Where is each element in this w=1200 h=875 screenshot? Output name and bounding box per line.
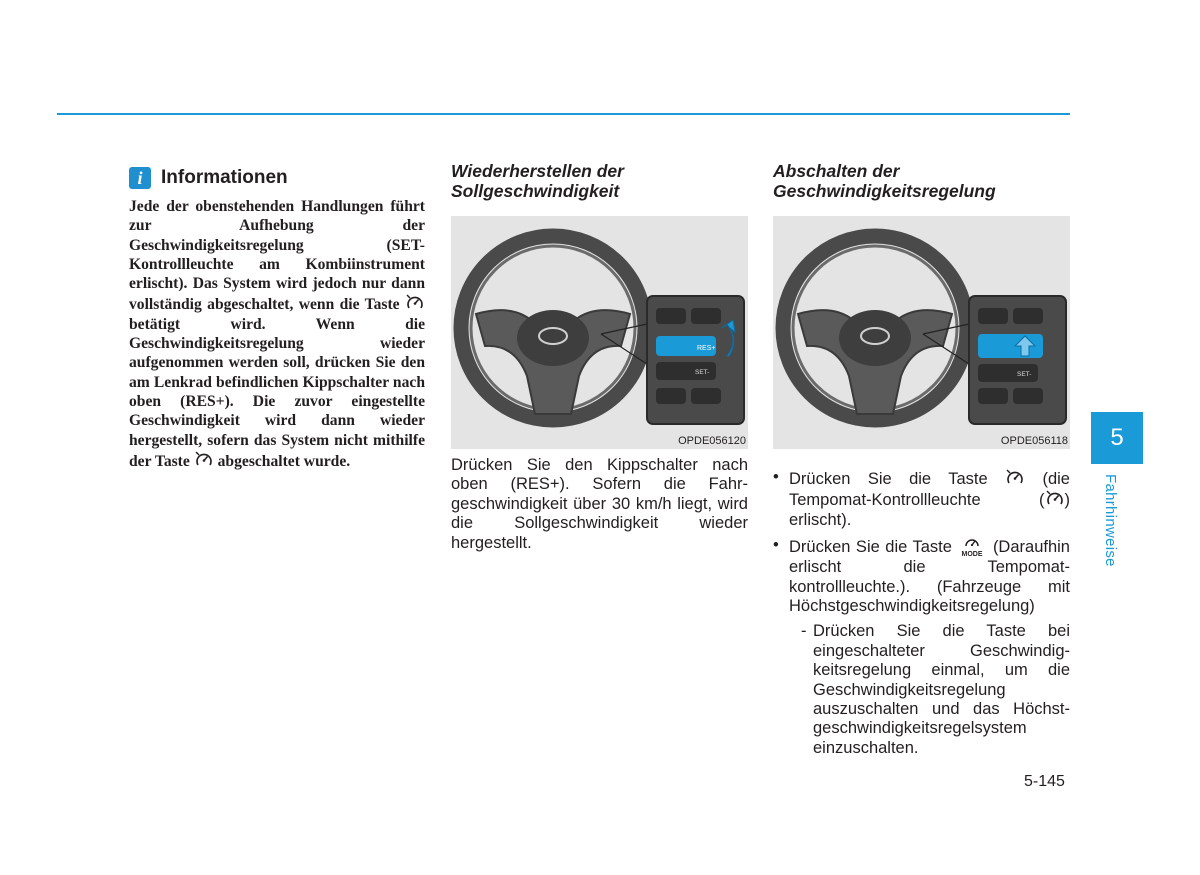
info-box (129, 166, 425, 471)
res-switch-label: RES+ (697, 345, 716, 352)
chapter-label: Fahrhinweise (1102, 474, 1119, 567)
cruise-control-icon (405, 293, 425, 313)
section-off (773, 162, 1070, 764)
steering-wheel-figure (451, 216, 748, 449)
section-title: Wiederherstellen der Sollgeschwindigkeit (451, 161, 624, 201)
info-text-part3: abgeschaltet wurde. (217, 452, 351, 470)
cruise-control-icon (1005, 468, 1025, 488)
info-text (129, 197, 425, 471)
page-number: 5-145 (1024, 773, 1065, 790)
off-bullet-list (773, 468, 1070, 758)
cruise-indicator-icon (1045, 489, 1065, 509)
figure-code: OPDE056120 (678, 435, 746, 447)
mode-label: MODE (961, 551, 983, 559)
set-switch-label: SET- (695, 369, 710, 376)
list-item: • Drücken Sie die Taste (die Tempomat-Kontrollleuchte ( ) erlischt). (773, 468, 1070, 529)
steering-wheel-illustration (451, 216, 748, 449)
info-title: Informationen (161, 167, 288, 188)
info-text-part2: betätigt wird. Wenn die Geschwindigkeitsregelung wieder aufgenommen werden soll, drücken Sie den am Lenkrad befindlichen Kippschalter nach oben (RES+). Die zuvor eingestellte Geschwindigkeit wird dann wieder hergestellt, sofern das System nicht mithilfe der Taste (129, 315, 425, 470)
cruise-control-icon (194, 450, 214, 470)
section-title: Abschalten der Geschwindigkeitsregelung (773, 161, 996, 201)
info-icon: i (129, 167, 151, 189)
resume-body-text: Drücken Sie den Kippschalter nach oben (RES+). Sofern die Fahr-geschwindigkeit über 30 km/h liegt, wird die Sollgeschwindigkeit wieder hergestellt. (451, 456, 748, 552)
steering-wheel-illustration (773, 216, 1070, 449)
header-rule (57, 113, 1070, 115)
chapter-tab: 5 (1091, 412, 1143, 464)
info-header (129, 166, 425, 190)
steering-wheel-figure (773, 216, 1070, 449)
section-resume (451, 162, 748, 553)
mode-button-icon (957, 536, 987, 558)
list-item: • Drücken Sie die Taste MODE (Daraufhin erlischt die Tempomat-kontrollleuchte.). (Fahrzeuge mit Höchstgeschwindigkeitsregelung) - Drücken Sie die Taste bei eingeschalteter Geschwindig-keitsregelung einmal, um die Geschwindigkeitsregelung auszuschalten und das Höchst-geschwindigkeitsregelsystem einzuschalten. (773, 536, 1070, 757)
sub-list-item: - Drücken Sie die Taste bei eingeschalteter Geschwindig-keitsregelung einmal, um die Geschwindigkeitsregelung auszuschalten und das Höchst-geschwindigkeitsregelsystem einzuschalten. (801, 622, 1070, 757)
set-switch-label: SET- (1017, 371, 1032, 378)
figure-code: OPDE056118 (1000, 435, 1068, 447)
info-text-part1: Jede der obenstehenden Handlungen führt zur Aufhebung der Geschwindigkeitsregelung (SET-Kontrollleuchte am Kombiinstrument erlischt). Das System wird jedoch nur dann vollständig abgeschaltet, wenn die Taste (129, 198, 425, 314)
